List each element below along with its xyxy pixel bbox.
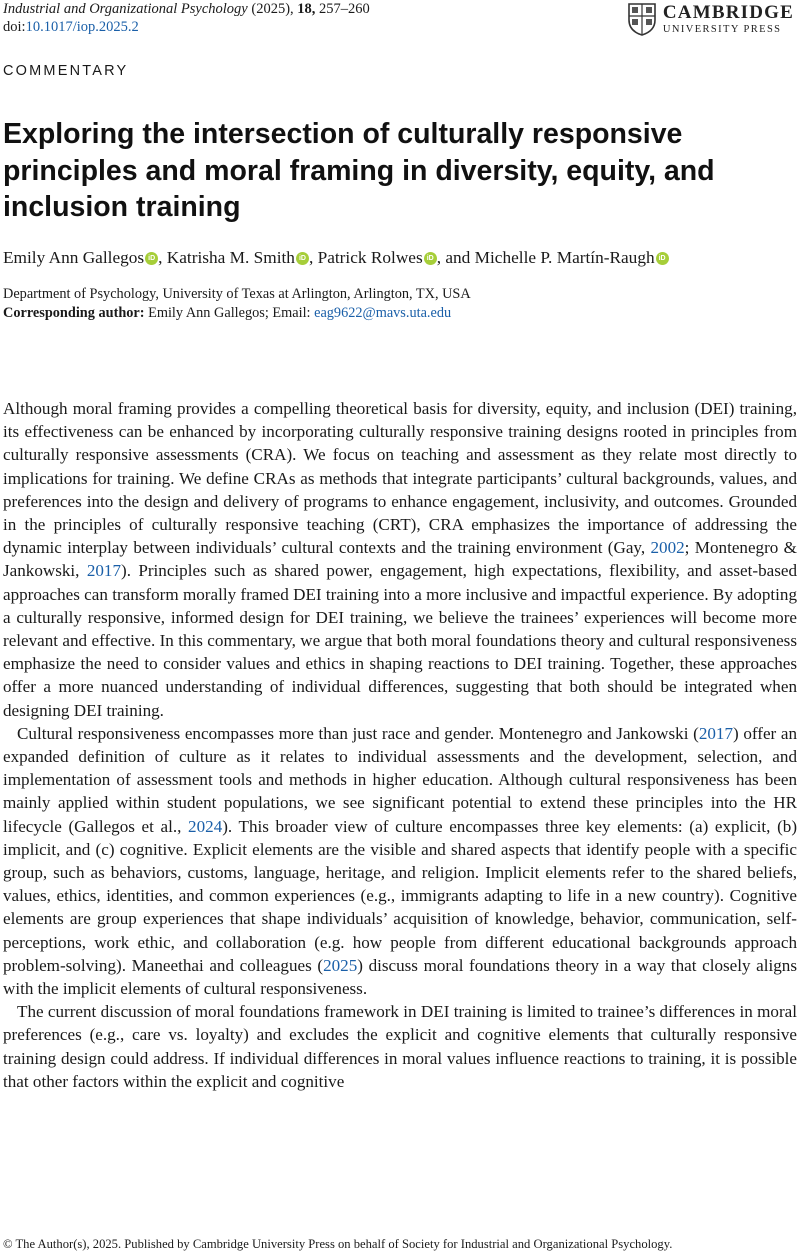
citation-link[interactable]: 2025 (323, 955, 358, 975)
body-paragraph-3: The current discussion of moral foundations framework in DEI training is limited to trainee’s differences in moral preferences (e.g., care vs. loyalty) and excludes the explicit and cognitive elements that culturally responsive training design could address. If individual differences in moral values influence reactions to training, it is possible that other factors within the explicit and cognitive (3, 1002, 797, 1091)
journal-volume: 18, (297, 1, 316, 17)
citation-link[interactable]: 2002 (650, 538, 685, 558)
publisher-subtitle: UNIVERSITY PRESS (662, 23, 782, 35)
text-run: ) discuss moral foundations theory in a way that closely aligns with the implicit elements of cultural responsiveness. (3, 955, 797, 999)
text-run: ) offer an expanded definition of culture as it relates to individual assessments and the development, selection, and implementation of assessment tools and methods in higher education. Although cultural responsiveness has been mainly applied within student populations, we see significant potential to extend these principles into the HR lifecycle (Gallegos et al., (3, 723, 798, 836)
body-paragraph-2 (3, 722, 797, 1000)
article-type-label: COMMENTARY (3, 63, 129, 79)
citation-link[interactable]: 2017 (86, 561, 122, 581)
journal-name: Industrial and Organizational Psychology (3, 1, 248, 17)
orcid-icon[interactable]: iD (656, 252, 669, 265)
text-run: Cultural responsiveness encompasses more than just race and gender. Montenegro and Jankowski ( (17, 723, 699, 743)
journal-pages: 257–260 (319, 1, 370, 17)
citation-link[interactable]: 2024 (188, 816, 223, 836)
text-run: Although moral framing provides a compelling theoretical basis for diversity, equity, and inclusion (DEI) training, its effectiveness can be enhanced by incorporating culturally responsive training designs rooted in principles from culturally responsive assessments (CRA). We focus on teaching and assessment as they relate most directly to implications for training. We define CRAs as methods that integrate participants’ cultural backgrounds, values, and preferences into the design and delivery of programs to enhance engagement, inclusivity, and outcomes. Grounded in the principles of culturally responsive teaching (CRT), CRA emphasizes the importance of addressing the dynamic interplay between individuals’ cultural contexts and the training environment (Gay, (3, 399, 797, 558)
publisher-name: CAMBRIDGE (662, 1, 794, 23)
article-body (3, 397, 797, 1093)
corresponding-label: Corresponding author: (3, 305, 145, 321)
affiliation: Department of Psychology, University of Texas at Arlington, Arlington, TX, USA (3, 286, 471, 302)
citation-link[interactable]: 2017 (698, 723, 733, 743)
author-list (3, 247, 669, 269)
orcid-icon[interactable]: iD (296, 252, 309, 265)
orcid-icon[interactable]: iD (145, 252, 158, 265)
author-separator: , and (436, 248, 475, 267)
email-link[interactable]: eag9622@mavs.uta.edu (314, 305, 452, 321)
corresponding-author (3, 304, 451, 322)
body-paragraph-1 (3, 397, 797, 722)
journal-citation (3, 0, 370, 18)
text-run: ). This broader view of culture encompasses three key elements: (a) explicit, (b) implicit, and (c) cognitive. Explicit elements are the visible and shared aspects that identify people with a specific group, such as behaviors, customs, language, heritage, and religion. Implicit elements refer to the shared beliefs, values, ethics, identities, and common experiences (e.g., immigrants adapting to life in a new country). Cognitive elements are group experiences that shape individuals’ acquisition of knowledge, behavior, communication, self-perceptions, work ethic, and collaboration (e.g. how people from different educational backgrounds approach problem-solving). Maneethai and colleagues ( (3, 816, 798, 975)
author-separator: , (158, 248, 167, 267)
author-name[interactable]: Patrick Rolwes (317, 248, 423, 267)
text-run: ; Montenegro & Jankowski, (3, 538, 797, 581)
orcid-icon[interactable]: iD (424, 252, 437, 265)
author-name[interactable]: Emily Ann Gallegos (3, 248, 145, 267)
author-name[interactable]: Michelle P. Martín-Raugh (474, 248, 655, 267)
doi-line (3, 18, 139, 36)
doi-link[interactable]: 10.1017/iop.2025.2 (25, 19, 139, 35)
text-run: ). Principles such as shared power, engagement, high expectations, flexibility, and asset-based approaches can transform morally framed DEI training into a more inclusive and impactful experience. By adopting a culturally responsive, informed design for DEI training, we believe the trainees’ experiences will become more relevant and effective. In this commentary, we argue that both moral foundations theory and cultural responsiveness emphasize the need to consider values and ethics in shaping reactions to DEI training. Together, these approaches offer a more nuanced understanding of individual differences, suggesting that both should be integrated when designing DEI training. (3, 561, 797, 720)
article-title: Exploring the intersection of culturally responsive principles and moral framing in diversity, equity, and inclusion training (3, 118, 715, 223)
publisher-logo[interactable] (627, 2, 794, 36)
publisher-text (663, 3, 794, 36)
copyright-footer: © The Author(s), 2025. Published by Cambridge University Press on behalf of Society for Industrial and Organizational Psychology. (3, 1237, 673, 1251)
author-name[interactable]: Katrisha M. Smith (166, 248, 295, 267)
corresponding-text: Emily Ann Gallegos; Email: (144, 305, 315, 321)
journal-year: (2025), (251, 1, 294, 17)
doi-prefix: doi: (3, 19, 26, 35)
shield-icon (627, 2, 657, 36)
author-separator: , (308, 248, 318, 267)
